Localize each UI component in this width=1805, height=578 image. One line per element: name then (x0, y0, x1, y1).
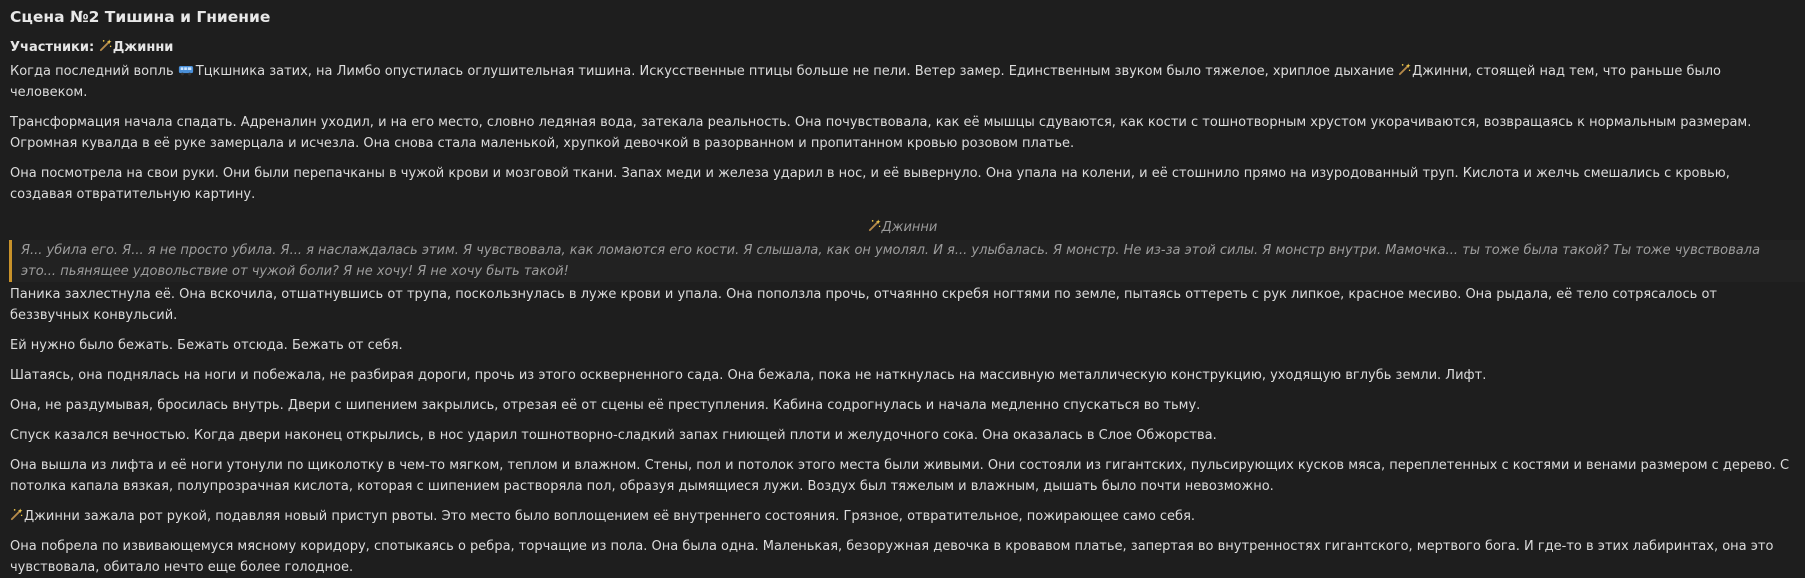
magic-wand-icon (10, 508, 23, 521)
paragraph-2: Трансформация начала спадать. Адреналин уходил, и на его место, словно ледяная вода, затекала реальность. Она почувствовала, как её мышцы сдуваются, как кости с тошнотворным хрустом укорачиваются, возвращаясь к нормальным размерам. Огромная кувалда в её руке замерцала и исчезла. Она снова стала маленькой, хрупкой девочкой в разорванном и пропитанном кровью розовом платье. (10, 115, 1752, 151)
paragraph-7: Она, не раздумывая, бросилась внутрь. Двери с шипением закрылись, отрезая её от сцены её преступления. Кабина содрогнулась и начала медленно спускаться во тьму. (10, 398, 1201, 413)
speaker-label (10, 218, 1795, 238)
dialogue-quote: Я... убила его. Я... я не просто убила. Я... я наслаждалась этим. Я чувствовала, как ломаются его кости. Я слышала, как он умолял. И я... улыбалась. Я монстр. Не из-за этой силы. Я монстр внутри. Мамочка... ты тоже была такой? Ты тоже чувствовала это... пьянящее удовольствие от чужой боли? Я не хочу! Я не хочу быть такой! (9, 240, 1805, 282)
paragraph-8: Спуск казался вечностью. Когда двери наконец открылись, в нос ударил тошнотворно-сладкий запах гниющей плоти и желудочного сока. Она оказалась в Слое Обжорства. (10, 428, 1217, 443)
paragraph-3: Она посмотрела на свои руки. Они были перепачканы в чужой крови и мозговой ткани. Запах меди и железа ударил в нос, и её вывернуло. Она упала на колени, и её стошнило прямо на изуродованный труп. Кислота и желчь смешались с кровью, создавая отвратительную картину. (10, 166, 1730, 202)
paragraph-6: Шатаясь, она поднялась на ноги и побежала, не разбирая дороги, прочь из этого оскверненного сада. Она бежала, пока не наткнулась на массивную металлическую конструкцию, уходящую вглубь земли. Лифт. (10, 368, 1487, 383)
participants-label: Участники: (10, 40, 95, 55)
magic-wand-icon (1398, 63, 1411, 76)
bus-icon (178, 64, 194, 76)
paragraph-10: Джинни зажала рот рукой, подавляя новый приступ рвоты. Это место было воплощением её внутреннего состояния. Грязное, отвратительное, пожирающее само себя. (10, 506, 1795, 527)
participants-line (10, 37, 1795, 58)
paragraph-4: Паника захлестнула её. Она вскочила, отшатнувшись от трупа, поскользнулась в луже крови и упала. Она поползла прочь, отчаянно скребя ногтями по земле, пытаясь оттереть с рук липкое, красное месиво. Она рыдала, её тело сотрясалось от беззвучных конвульсий. (10, 287, 1717, 323)
speaker-name: Джинни (881, 220, 938, 235)
paragraph-1: Когда последний вопль Тцкшника затих, на Лимбо опустилась оглушительная тишина. Искусственные птицы больше не пели. Ветер замер. Единственным звуком было тяжелое, хриплое дыхание Джинни, стоящей над тем, что раньше было человеком. (10, 64, 1722, 100)
paragraph-5: Ей нужно было бежать. Бежать отсюда. Бежать от себя. (10, 338, 403, 353)
magic-wand-icon (868, 219, 881, 232)
magic-wand-icon (99, 39, 112, 52)
paragraph-9: Она вышла из лифта и её ноги утонули по щиколотку в чем-то мягком, теплом и влажном. Стены, пол и потолок этого места были живыми. Они состояли из гигантских, пульсирующих кусков мяса, переплетенных с костями и венами размером с дерево. С потолка капала вязкая, полупрозрачная кислота, которая с шипением растворяла пол, образуя дымящиеся лужи. Воздух был тяжелым и влажным, дышать было почти невозможно. (10, 458, 1790, 494)
participant-name: Джинни (112, 40, 174, 55)
scene-title: Сцена №2 Тишина и Гниение (10, 8, 271, 26)
paragraph-11: Она побрела по извивающемуся мясному коридору, спотыкаясь о ребра, торчащие из пола. Она была одна. Маленькая, безоружная девочка в кровавом платье, запертая во внутренностях гигантского, мертвого бога. И где-то в этих лабиринтах, она это чувствовала, обитало нечто еще более голодное. (10, 539, 1774, 575)
